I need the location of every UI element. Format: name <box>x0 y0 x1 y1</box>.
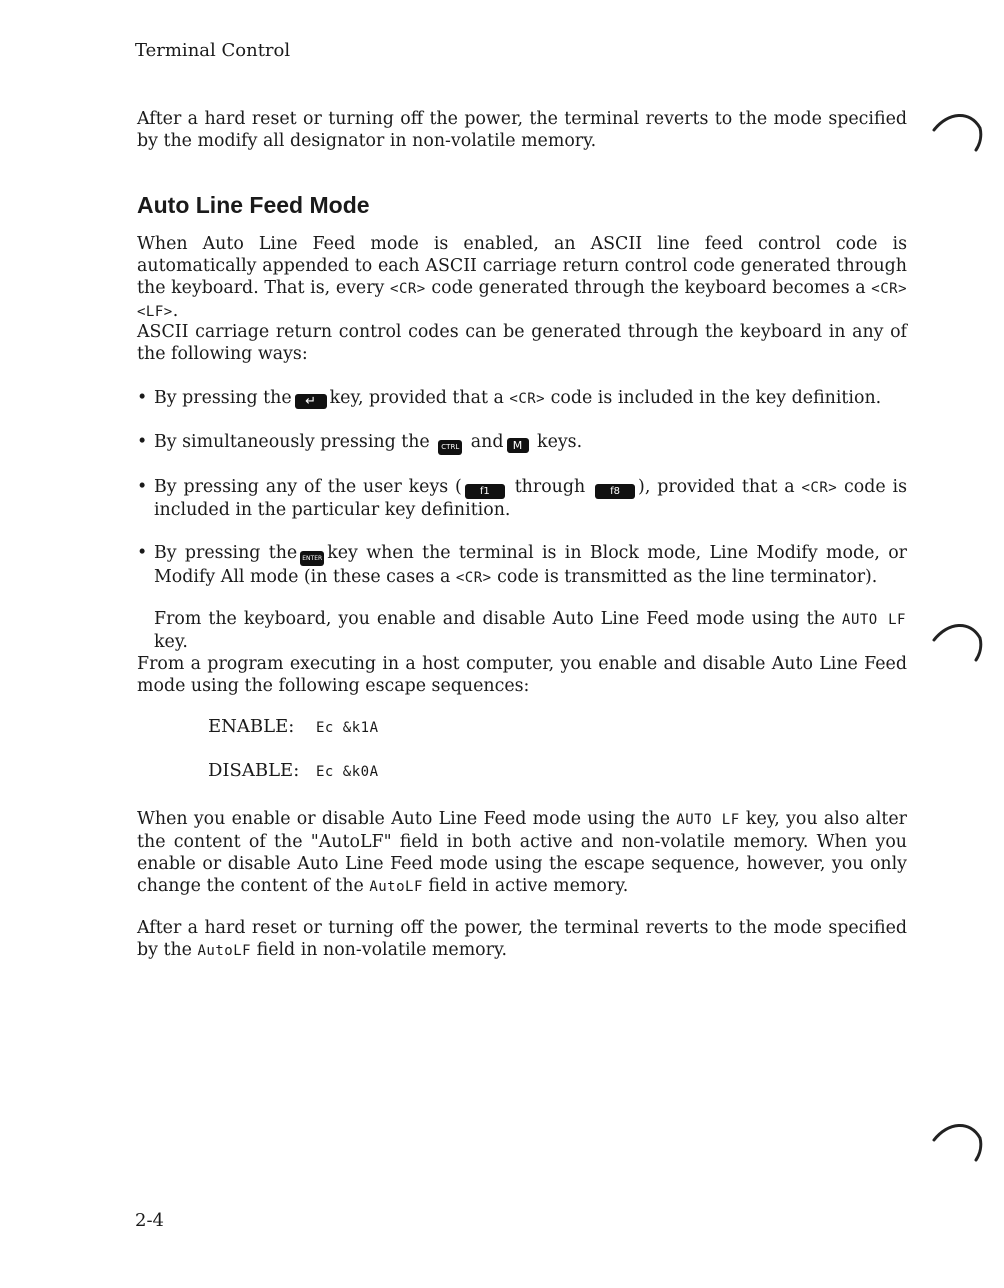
bullet-dot: • <box>137 477 148 497</box>
paragraph-keyboard <box>154 608 906 653</box>
paragraph-host: From a program executing in a host computer, you enable and disable Auto Line Feed mode using the following escape sequences: <box>137 654 907 696</box>
text-run: through <box>514 477 586 497</box>
enter-key-icon: ENTER <box>300 551 324 566</box>
code-cr: <CR> <box>455 570 492 586</box>
paragraph-description <box>137 233 907 323</box>
text-run: By pressing the <box>154 388 292 408</box>
paragraph-reset <box>137 917 907 962</box>
binder-hole-mark-icon <box>930 1118 986 1182</box>
code-cr: <CR> <box>509 391 546 407</box>
escape-disable-code: Ec &k0A <box>316 764 379 780</box>
text-run: code is transmitted as the line terminator). <box>491 567 878 587</box>
code-auto-lf: AUTO LF <box>842 612 906 628</box>
bullet-dot: • <box>137 388 148 408</box>
text-run: When Auto Line Feed mode is enabled, an ASCII line feed control code is automatically appended to each ASCII carriage return control code generated through the keyboard. That is, every <box>137 234 907 298</box>
code-auto-lf: AUTO LF <box>676 812 740 828</box>
intro-paragraph: After a hard reset or turning off the power, the terminal reverts to the mode specified by the modify all designator in non-volatile memory. <box>137 109 907 151</box>
escape-enable-label: ENABLE: <box>208 716 295 737</box>
text-run: keys. <box>537 432 583 452</box>
escape-disable-label: DISABLE: <box>208 760 300 781</box>
text-run: key, you also alter the content of the "AutoLF" field in both active and non-volatile memory. When you enable or disable Auto Line Feed mode using the escape sequence, however, you only change the content of the <box>137 809 907 896</box>
binder-hole-mark-icon <box>930 108 986 172</box>
section-title: Auto Line Feed Mode <box>137 192 370 218</box>
text-run: code is included in the particular key definition. <box>154 477 908 520</box>
text-run: By simultaneously pressing the <box>154 432 430 452</box>
page-number: 2-4 <box>135 1210 164 1231</box>
code-cr: <CR> <box>390 281 426 297</box>
bullet-dot: • <box>137 432 148 452</box>
bullet-item-enter-key <box>137 542 907 589</box>
m-key-icon: M <box>507 438 529 453</box>
bullet-text <box>154 387 907 410</box>
f8-key-icon: f8 <box>595 484 635 499</box>
text-run: ), provided that a <box>638 477 802 497</box>
return-key-icon: ↵ <box>295 394 327 409</box>
ctrl-key-icon: CTRL <box>438 440 462 455</box>
paragraph-autolf-field <box>137 808 907 898</box>
code-autolf: AutoLF <box>369 879 423 895</box>
bullet-dot: • <box>137 543 148 563</box>
code-cr-lf: <CR> <LF> <box>137 281 907 320</box>
running-head: Terminal Control <box>135 40 291 61</box>
paragraph-ways: ASCII carriage return control codes can be generated through the keyboard in any of the following ways: <box>137 322 907 364</box>
f1-key-icon: f1 <box>465 484 505 499</box>
code-cr: <CR> <box>801 480 838 496</box>
escape-disable-row <box>208 760 379 781</box>
bullet-item-user-keys <box>137 476 907 521</box>
text-run: field in non-volatile memory. <box>251 940 508 960</box>
bullet-text <box>154 431 907 455</box>
text-run: field in active memory. <box>422 876 629 896</box>
bullet-text <box>154 542 907 589</box>
text-run: By pressing any of the user keys ( <box>154 477 462 497</box>
text-run: When you enable or disable Auto Line Feed mode using the <box>137 809 677 829</box>
text-run: From the keyboard, you enable and disable Auto Line Feed mode using the <box>154 609 843 629</box>
bullet-text <box>154 476 907 521</box>
escape-enable-row <box>208 716 379 737</box>
text-run: After a hard reset or turning off the power, the terminal reverts to the mode specified by the <box>137 918 907 960</box>
code-autolf: AutoLF <box>197 943 252 959</box>
text-run: By pressing the <box>154 543 298 563</box>
text-run: and <box>470 432 504 452</box>
text-run: code is included in the key definition. <box>545 388 882 408</box>
bullet-item-return-key <box>137 387 907 410</box>
text-run: . <box>172 301 179 321</box>
text-run: key when the terminal is in Block mode, Line Modify mode, or Modify All mode (in these cases a <box>154 543 907 587</box>
escape-enable-code: Ec &k1A <box>316 720 379 736</box>
text-run: code generated through the keyboard becomes a <box>425 278 872 298</box>
text-run: key. <box>154 632 188 652</box>
binder-hole-mark-icon <box>930 618 986 682</box>
text-run: key, provided that a <box>329 388 510 408</box>
bullet-item-ctrl-m <box>137 431 907 455</box>
